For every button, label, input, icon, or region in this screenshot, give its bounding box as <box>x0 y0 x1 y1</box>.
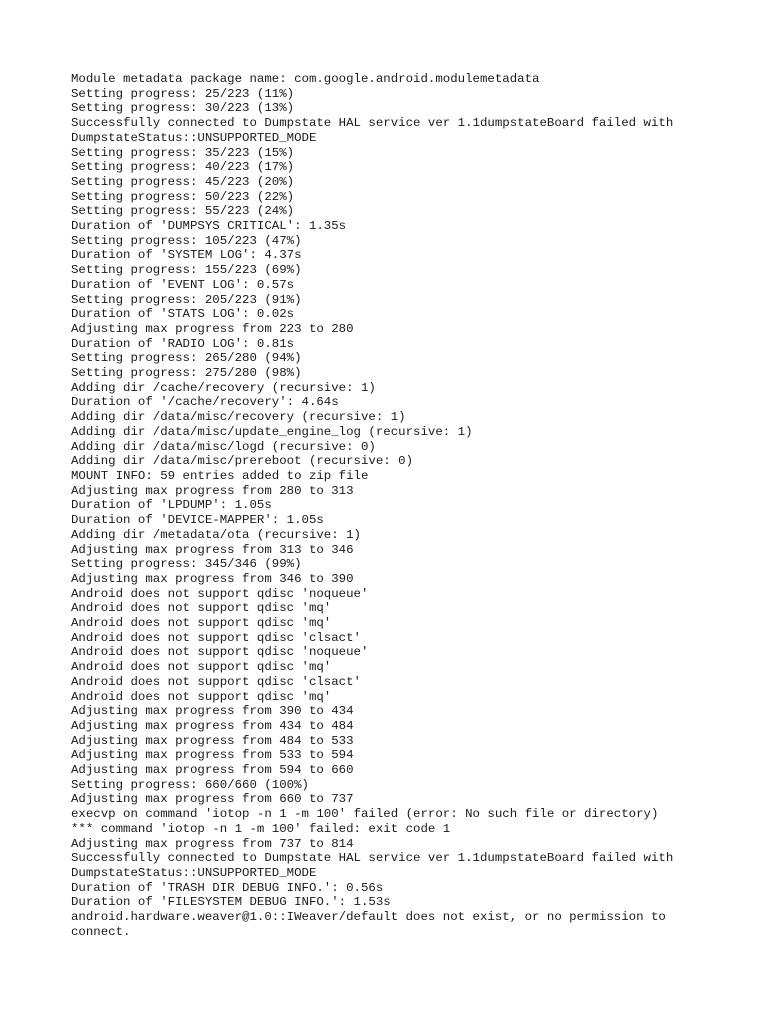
log-line: Duration of 'RADIO LOG': 0.81s <box>71 336 295 351</box>
log-line: Adjusting max progress from 390 to 434 <box>71 704 354 719</box>
log-line: Setting progress: 30/223 (13%) <box>71 101 295 116</box>
log-line: Adding dir /cache/recovery (recursive: 1) <box>71 380 376 395</box>
log-line: Adjusting max progress from 594 to 660 <box>71 763 354 778</box>
log-line: android.hardware.weaver@1.0::IWeaver/default does not exist, or no permission to <box>71 910 666 925</box>
log-line: Duration of 'DUMPSYS CRITICAL': 1.35s <box>71 219 347 234</box>
log-line: Duration of '/cache/recovery': 4.64s <box>71 395 339 410</box>
log-line: Duration of 'EVENT LOG': 0.57s <box>71 277 295 292</box>
log-line: Android does not support qdisc 'mq' <box>71 601 332 616</box>
log-line: Adjusting max progress from 484 to 533 <box>71 733 354 748</box>
log-line: Setting progress: 35/223 (15%) <box>71 145 295 160</box>
log-line: Adding dir /data/misc/update_engine_log (recursive: 1) <box>71 424 473 439</box>
log-line: Android does not support qdisc 'mq' <box>71 616 332 631</box>
log-line: Module metadata package name: com.google.android.modulemetadata <box>71 72 540 86</box>
log-line: Successfully connected to Dumpstate HAL service ver 1.1dumpstateBoard failed with <box>71 851 674 866</box>
log-line: Adjusting max progress from 737 to 814 <box>71 836 354 851</box>
log-line: Setting progress: 25/223 (11%) <box>71 86 295 101</box>
log-line: Duration of 'FILESYSTEM DEBUG INFO.': 1.53s <box>71 895 391 910</box>
log-line: Setting progress: 45/223 (20%) <box>71 174 295 189</box>
log-line: execvp on command 'iotop -n 1 -m 100' failed (error: No such file or directory) <box>71 807 659 822</box>
log-line: Adjusting max progress from 280 to 313 <box>71 483 354 498</box>
log-line: Adjusting max progress from 346 to 390 <box>71 571 354 586</box>
log-line: connect. <box>71 924 131 939</box>
log-line: Adjusting max progress from 223 to 280 <box>71 321 354 336</box>
log-line: Adjusting max progress from 660 to 737 <box>71 792 354 807</box>
log-line: Setting progress: 50/223 (22%) <box>71 189 295 204</box>
log-line: Android does not support qdisc 'clsact' <box>71 674 361 689</box>
log-line: Android does not support qdisc 'noqueue' <box>71 586 369 601</box>
log-line: Android does not support qdisc 'mq' <box>71 660 332 675</box>
log-line: Setting progress: 345/346 (99%) <box>71 557 302 572</box>
log-line: Setting progress: 55/223 (24%) <box>71 204 295 219</box>
log-line: Setting progress: 205/223 (91%) <box>71 292 302 307</box>
log-line: Android does not support qdisc 'mq' <box>71 689 332 704</box>
log-line: Setting progress: 40/223 (17%) <box>71 160 295 175</box>
log-line: Adding dir /metadata/ota (recursive: 1) <box>71 527 361 542</box>
log-line: MOUNT INFO: 59 entries added to zip file <box>71 468 369 483</box>
log-line: Setting progress: 155/223 (69%) <box>71 263 302 278</box>
log-line: Duration of 'STATS LOG': 0.02s <box>71 307 295 322</box>
log-line: Successfully connected to Dumpstate HAL service ver 1.1dumpstateBoard failed with <box>71 116 674 131</box>
log-line: DumpstateStatus::UNSUPPORTED_MODE <box>71 865 317 880</box>
log-line: Setting progress: 275/280 (98%) <box>71 366 302 381</box>
log-line: Adjusting max progress from 434 to 484 <box>71 718 354 733</box>
log-line: DumpstateStatus::UNSUPPORTED_MODE <box>71 130 317 145</box>
log-line: Android does not support qdisc 'clsact' <box>71 630 361 645</box>
log-line: Adding dir /data/misc/prereboot (recursive: 0) <box>71 454 414 469</box>
log-line: Adjusting max progress from 313 to 346 <box>71 542 354 557</box>
log-output <box>71 72 748 939</box>
log-line: Setting progress: 105/223 (47%) <box>71 233 302 248</box>
log-line: Duration of 'TRASH DIR DEBUG INFO.': 0.56s <box>71 880 384 895</box>
log-line: *** command 'iotop -n 1 -m 100' failed: exit code 1 <box>71 821 451 836</box>
log-line: Setting progress: 660/660 (100%) <box>71 777 309 792</box>
log-line: Adding dir /data/misc/logd (recursive: 0) <box>71 439 376 454</box>
log-line: Setting progress: 265/280 (94%) <box>71 351 302 366</box>
log-line: Duration of 'DEVICE-MAPPER': 1.05s <box>71 513 324 528</box>
log-line: Android does not support qdisc 'noqueue' <box>71 645 369 660</box>
log-line: Adding dir /data/misc/recovery (recursive: 1) <box>71 410 406 425</box>
log-line: Duration of 'SYSTEM LOG': 4.37s <box>71 248 302 263</box>
log-line: Adjusting max progress from 533 to 594 <box>71 748 354 763</box>
log-line: Duration of 'LPDUMP': 1.05s <box>71 498 272 513</box>
